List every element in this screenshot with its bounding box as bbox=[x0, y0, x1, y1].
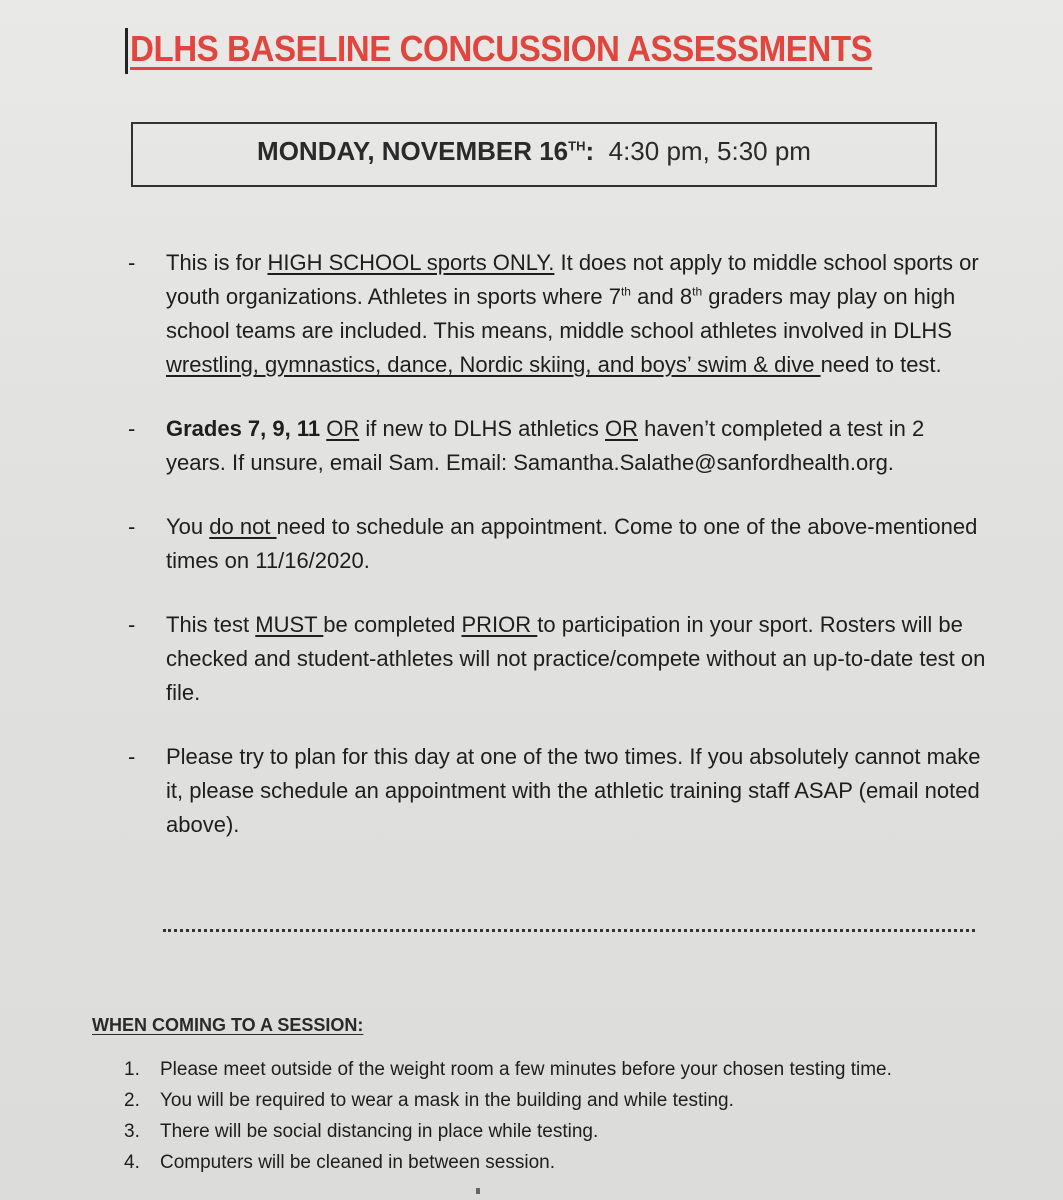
session-heading: WHEN COMING TO A SESSION: bbox=[92, 1015, 364, 1035]
session-step bbox=[124, 1054, 1024, 1085]
bullet-text: This is for bbox=[166, 250, 268, 275]
bullet-dash: - bbox=[128, 250, 136, 275]
bullet-text: This test bbox=[166, 612, 256, 637]
session-steps-list bbox=[124, 1054, 1024, 1178]
ordinal-suffix: th bbox=[692, 284, 703, 299]
bullet-underlined-text: OR bbox=[326, 416, 360, 441]
session-step bbox=[124, 1147, 1024, 1178]
bullet-underlined-sports: wrestling, gymnastics, dance, Nordic skiing, and boys’ swim & dive bbox=[166, 352, 821, 377]
bullet-underlined-text: MUST bbox=[255, 612, 324, 637]
page-mark bbox=[476, 1188, 480, 1194]
bullet-dash: - bbox=[128, 514, 136, 539]
step-text: Please meet outside of the weight room a few minutes before your chosen testing time. bbox=[160, 1059, 892, 1080]
bullet-no-appointment bbox=[128, 510, 988, 578]
step-number: 1. bbox=[124, 1059, 140, 1080]
schedule-line bbox=[133, 136, 935, 167]
page-title: DLHS BASELINE CONCUSSION ASSESSMENTS bbox=[130, 28, 873, 69]
bullet-dash: - bbox=[128, 416, 136, 441]
text-cursor bbox=[125, 28, 128, 74]
step-text: There will be social distancing in place while testing. bbox=[160, 1121, 599, 1142]
session-step bbox=[124, 1116, 1024, 1147]
schedule-times: 4:30 pm, 5:30 pm bbox=[608, 136, 811, 166]
step-text: Computers will be cleaned in between session. bbox=[160, 1152, 555, 1173]
bullet-text: Please try to plan for this day at one of the two times. If you absolutely cannot make it, please schedule an appointment with the athletic training staff ASAP (email noted above). bbox=[166, 744, 981, 837]
bullet-high-school-only bbox=[128, 246, 988, 382]
bullet-text: need to test. bbox=[820, 352, 942, 377]
bullet-text: if new to DLHS athletics bbox=[359, 416, 606, 441]
ordinal-suffix: th bbox=[620, 284, 631, 299]
bullet-underlined-text: HIGH SCHOOL sports ONLY. bbox=[267, 250, 555, 275]
bullet-text: to participation in your sport. Rosters will be checked and student-athletes will not practice/compete without an up-to-date test on file. bbox=[166, 612, 986, 705]
bullet-text: You bbox=[166, 514, 210, 539]
step-text: You will be required to wear a mask in the building and while testing. bbox=[160, 1090, 734, 1111]
schedule-day: MONDAY, NOVEMBER 16 bbox=[257, 136, 569, 166]
bullet-plan-ahead bbox=[128, 740, 988, 842]
bullet-text: haven’t completed a test in 2 years. If unsure, email Sam. Email: Samantha.Salathe@sanfordhealth.org. bbox=[166, 416, 925, 475]
bullet-text: It does not apply to middle school sports or youth organizations. Athletes in sports where 7 bbox=[166, 250, 979, 309]
schedule-day-suffix: TH bbox=[568, 138, 586, 154]
session-step bbox=[124, 1085, 1024, 1116]
info-bullet-list bbox=[128, 246, 988, 872]
bullet-text: and 8 bbox=[630, 284, 693, 309]
bullet-text: graders may play on high school teams are included. This means, middle school athletes involved in DLHS bbox=[166, 284, 956, 343]
bullet-underlined-text: do not bbox=[209, 514, 277, 539]
bullet-grades bbox=[128, 412, 988, 480]
bullet-underlined-text: OR bbox=[605, 416, 639, 441]
dotted-divider bbox=[163, 929, 975, 932]
schedule-colon: : bbox=[585, 136, 595, 166]
bullet-dash: - bbox=[128, 744, 136, 769]
schedule-box bbox=[131, 122, 937, 187]
step-number: 4. bbox=[124, 1152, 140, 1173]
bullet-underlined-text: PRIOR bbox=[461, 612, 538, 637]
bullet-text: need to schedule an appointment. Come to one of the above-mentioned times on 11/16/2020. bbox=[166, 514, 978, 573]
bullet-dash: - bbox=[128, 612, 136, 637]
step-number: 3. bbox=[124, 1121, 140, 1142]
step-number: 2. bbox=[124, 1090, 140, 1111]
bullet-must-complete bbox=[128, 608, 988, 710]
bullet-text: be completed bbox=[323, 612, 462, 637]
bullet-bold-grades: Grades 7, 9, 11 bbox=[166, 416, 327, 441]
